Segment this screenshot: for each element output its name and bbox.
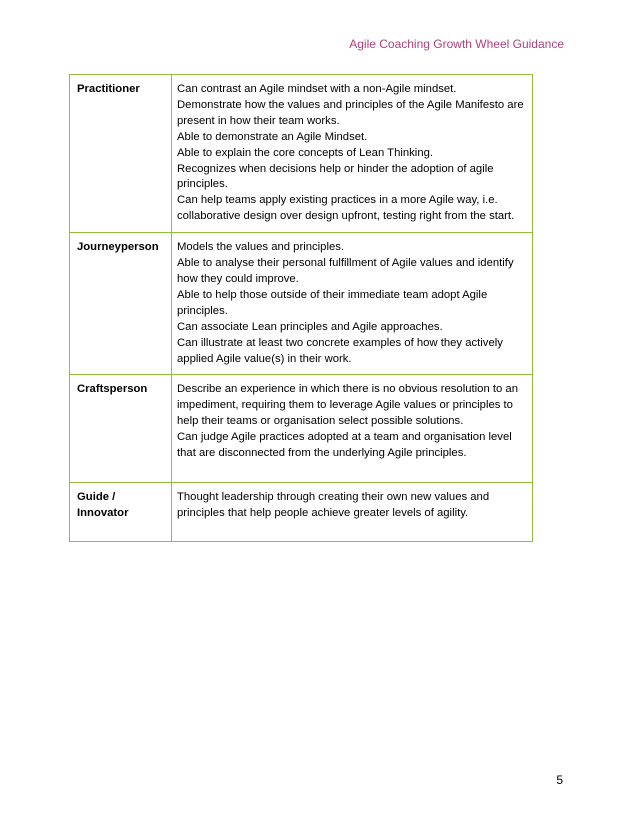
table-row-practitioner [70, 75, 533, 233]
description-line: Can illustrate at least two concrete examples of how they actively applied Agile value(s) in their work. [177, 336, 503, 365]
description-line: Able to help those outside of their immediate team adopt Agile principles. [177, 288, 488, 317]
level-description [172, 375, 533, 483]
document-header-title: Agile Coaching Growth Wheel Guidance [349, 37, 564, 51]
description-line: Able to demonstrate an Agile Mindset. [177, 130, 368, 143]
level-name: Guide / Innovator [70, 483, 172, 542]
level-description [172, 483, 533, 542]
description-line: Can associate Lean principles and Agile approaches. [177, 320, 443, 333]
description-line: Able to analyse their personal fulfillment of Agile values and identify how they could improve. [177, 257, 514, 285]
level-name: Journeyperson [70, 233, 172, 375]
description-line: Recognizes when decisions help or hinder the adoption of agile principles. [177, 162, 494, 191]
description-line: Models the values and principles. [177, 241, 345, 254]
level-name: Craftsperson [70, 375, 172, 483]
page-number: 5 [556, 773, 563, 787]
description-line: Can judge Agile practices adopted at a team and organisation level that are disconnected from the underlying Agile principles. [177, 431, 512, 460]
description-line: Demonstrate how the values and principles of the Agile Manifesto are present in how their team works. [177, 98, 524, 127]
description-line: Can help teams apply existing practices in a more Agile way, i.e. collaborative design over design upfront, testing right from the start. [177, 194, 515, 223]
table-row-guide-innovator [70, 483, 533, 542]
level-description [172, 75, 533, 233]
growth-levels-table [69, 74, 533, 542]
level-name: Practitioner [70, 75, 172, 233]
table-row-craftsperson [70, 375, 533, 483]
description-line: Describe an experience in which there is no obvious resolution to an impediment, requiring them to leverage Agile values or principles to help their teams or organisation select possible solutions. [177, 383, 518, 428]
description-line: Able to explain the core concepts of Lean Thinking. [177, 146, 434, 159]
level-description [172, 233, 533, 375]
description-line: Can contrast an Agile mindset with a non-Agile mindset. [177, 83, 457, 95]
table-row-journeyperson [70, 233, 533, 375]
description-line: Thought leadership through creating their own new values and principles that help people achieve greater levels of agility. [177, 491, 490, 520]
